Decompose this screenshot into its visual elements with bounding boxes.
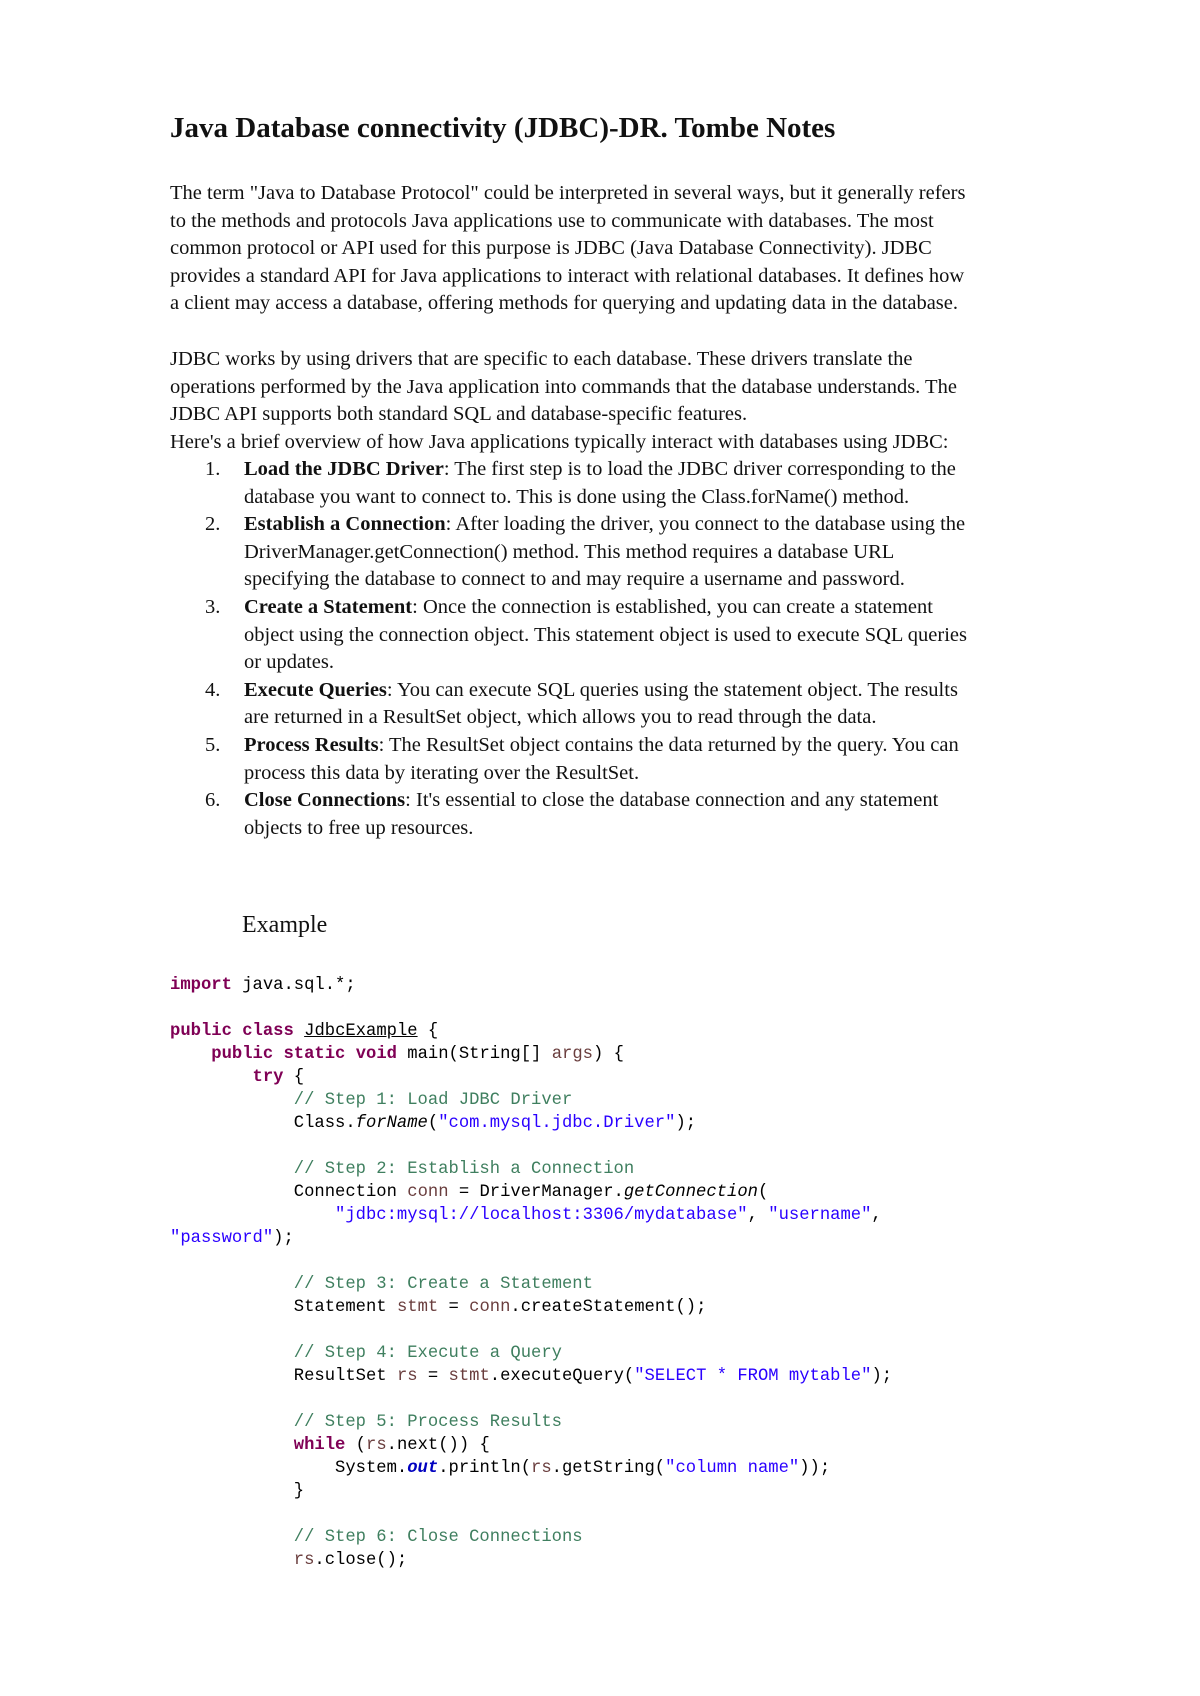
code-block (170, 974, 892, 1572)
code-text: = DriverManager. (448, 1183, 624, 1202)
step-title: Load the JDBC Driver (244, 458, 444, 480)
step-text: : You can execute SQL queries using the statement object. The results (386, 678, 958, 701)
text-line: or updates. (244, 651, 334, 674)
list-item (170, 732, 1130, 787)
code-text: Connection (293, 1183, 408, 1202)
step-text: : The ResultSet object contains the data returned by the query. You can (378, 733, 959, 756)
variable: rs (531, 1459, 552, 1478)
code-text: .getString( (551, 1459, 666, 1478)
code-text: Statement (293, 1298, 397, 1317)
list-item (170, 787, 1130, 842)
keyword: try (252, 1068, 284, 1087)
code-comment: // Step 4: Execute a Query (293, 1344, 562, 1363)
text-line: JDBC API supports both standard SQL and database-specific features. (170, 403, 748, 426)
list-number: 6. (205, 789, 221, 812)
code-line: "jdbc:mysql://localhost:3306/mydatabase", "username", (335, 1206, 882, 1225)
code-line: Class.forName("com.mysql.jdbc.Driver"); (293, 1114, 697, 1133)
string-literal: "jdbc:mysql://localhost:3306/mydatabase" (335, 1206, 748, 1225)
text-line: objects to free up resources. (244, 816, 474, 839)
text-line: provides a standard API for Java applications to interact with relational databases. It defines how (170, 264, 965, 287)
code-comment: // Step 5: Process Results (293, 1413, 562, 1432)
code-line: Statement stmt = conn.createStatement(); (293, 1298, 707, 1317)
keyword: class (242, 1022, 294, 1041)
step-title: Create a Statement (244, 595, 413, 618)
text-line: a client may access a database, offering methods for querying and updating data in the database. (170, 292, 959, 315)
variable: rs (293, 1551, 315, 1570)
variable: conn (407, 1183, 449, 1202)
string-literal: "password" (170, 1229, 274, 1248)
code-line (170, 974, 892, 997)
code-text: System. (335, 1459, 408, 1478)
keyword: static (283, 1045, 346, 1064)
text-line (244, 677, 1130, 705)
text-line: database you want to connect to. This is done using the Class.forName() method. (244, 485, 910, 508)
text-line: specifying the database to connect to and may require a username and password. (244, 568, 905, 591)
text-line: process this data by iterating over the ResultSet. (244, 761, 640, 784)
code-comment: // Step 6: Close Connections (293, 1528, 583, 1547)
code-line (170, 1319, 892, 1342)
code-line (170, 1020, 892, 1043)
text-line: object using the connection object. This statement object is used to execute SQL queries (244, 623, 968, 646)
step-text: : After loading the driver, you connect to the database using the (445, 513, 966, 536)
list-item (170, 456, 1130, 511)
code-line (170, 1273, 892, 1296)
code-text: .println( (438, 1459, 532, 1478)
string-literal: "username" (768, 1206, 872, 1225)
step-text: : Once the connection is established, you can create a statement (412, 595, 933, 618)
code-line (170, 1549, 892, 1572)
code-text: { (283, 1068, 305, 1087)
code-line: Connection conn = DriverManager.getConnection( (293, 1183, 769, 1202)
code-text: ) { (592, 1045, 624, 1064)
step-text: : The first step is to load the JDBC driver corresponding to the (443, 458, 956, 480)
code-line: System.out.println(rs.getString("column name")); (335, 1459, 831, 1478)
text-line: operations performed by the Java application into commands that the database understands. The (170, 375, 957, 398)
code-comment: // Step 1: Load JDBC Driver (293, 1091, 573, 1110)
keyword: public (211, 1045, 274, 1064)
keyword: void (355, 1045, 397, 1064)
code-text: ResultSet (293, 1367, 397, 1386)
steps-list (170, 456, 1130, 842)
code-line: while (rs.next()) { (293, 1436, 490, 1455)
text-line: DriverManager.getConnection() method. This method requires a database URL (244, 540, 895, 563)
text-line: Here's a brief overview of how Java applications typically interact with databases using JDBC: (170, 430, 949, 453)
code-text: java.sql.*; (231, 976, 356, 995)
variable: rs (366, 1436, 387, 1455)
keyword: public (170, 1022, 232, 1041)
code-line (170, 997, 892, 1020)
code-line (170, 1503, 892, 1526)
code-line: ResultSet rs = stmt.executeQuery("SELECT * FROM mytable"); (293, 1367, 893, 1386)
code-line: } (170, 1482, 305, 1501)
list-number: 4. (205, 678, 221, 701)
code-line (170, 1089, 892, 1112)
text-line (244, 511, 1130, 539)
code-line (170, 1388, 892, 1411)
code-line (170, 1411, 892, 1434)
text-line: are returned in a ResultSet object, which allows you to read through the data. (244, 706, 877, 729)
list-item (170, 511, 1130, 594)
keyword: while (293, 1436, 346, 1455)
code-text: .executeQuery( (489, 1367, 635, 1386)
step-title: Process Results (244, 733, 379, 756)
variable: conn (469, 1298, 511, 1317)
code-line (170, 1526, 892, 1549)
method-name: getConnection (623, 1183, 758, 1202)
drivers-paragraph (170, 346, 1120, 456)
code-line (170, 1043, 892, 1066)
text-line: common protocol or API used for this purpose is JDBC (Java Database Connectivity). JDBC (170, 237, 932, 260)
code-line (170, 1250, 892, 1273)
code-text: .next()) { (386, 1436, 490, 1455)
step-text: : It's essential to close the database connection and any statement (405, 789, 939, 812)
code-text: .createStatement(); (510, 1298, 707, 1317)
text-line (244, 594, 1130, 622)
intro-paragraph (170, 180, 1120, 318)
list-item (170, 594, 1130, 677)
keyword: import (170, 976, 232, 995)
variable: stmt (396, 1298, 439, 1317)
text-line: to the methods and protocols Java applications use to communicate with databases. The most (170, 209, 934, 232)
string-literal: "column name" (665, 1459, 800, 1478)
code-comment: // Step 3: Create a Statement (293, 1275, 593, 1294)
list-number: 5. (205, 733, 221, 756)
list-item (170, 677, 1130, 732)
code-text: { (417, 1022, 439, 1041)
code-line: "password"); (170, 1229, 294, 1248)
code-text: main(String[] (396, 1045, 552, 1064)
code-text: .close(); (314, 1551, 408, 1570)
method-name: forName (355, 1114, 428, 1133)
text-line (244, 732, 1130, 760)
step-title: Close Connections (244, 789, 406, 812)
code-comment: // Step 2: Establish a Connection (293, 1160, 635, 1179)
code-line (170, 1135, 892, 1158)
variable: rs (396, 1367, 418, 1386)
page-title: Java Database connectivity (JDBC)-DR. Tombe Notes (170, 112, 836, 144)
step-title: Establish a Connection (244, 513, 446, 536)
code-text: Class. (293, 1114, 356, 1133)
list-number: 3. (205, 595, 221, 618)
class-name: JdbcExample (304, 1022, 418, 1041)
step-title: Execute Queries (244, 678, 387, 701)
code-line (170, 1158, 892, 1181)
list-number: 1. (205, 458, 221, 480)
field-name: out (407, 1459, 439, 1478)
string-literal: "SELECT * FROM mytable" (634, 1367, 872, 1386)
text-line: JDBC works by using drivers that are specific to each database. These drivers translate the (170, 348, 913, 370)
text-line (244, 456, 1130, 484)
variable: args (551, 1045, 593, 1064)
example-heading: Example (242, 912, 328, 938)
code-line (170, 1342, 892, 1365)
list-number: 2. (205, 513, 221, 536)
text-line (244, 787, 1130, 815)
string-literal: "com.mysql.jdbc.Driver" (438, 1114, 676, 1133)
code-line (170, 1066, 892, 1089)
text-line: The term "Java to Database Protocol" could be interpreted in several ways, but it generally refers (170, 182, 966, 204)
variable: stmt (448, 1367, 490, 1386)
